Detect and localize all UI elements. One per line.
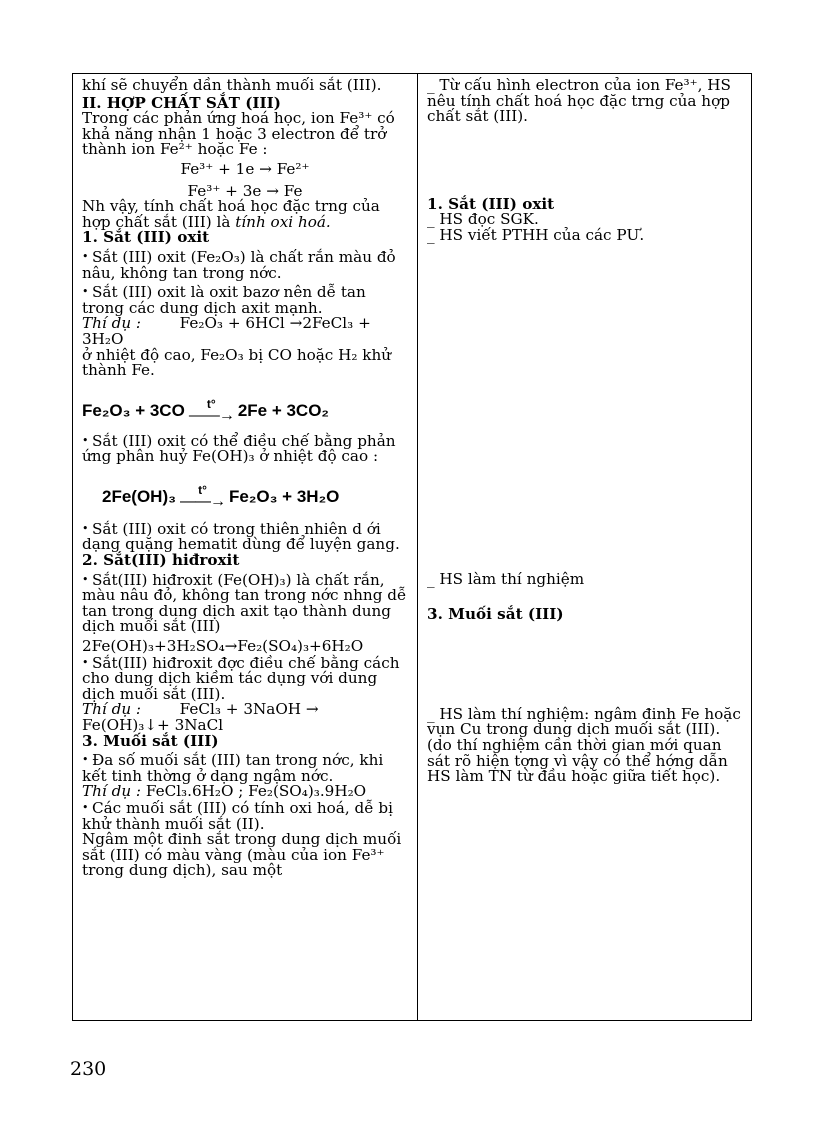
bullet-oxide-3: • Sắt (III) oxit có thể điều chế bằng phản ứng phân huỷ Fe(OH)₃ ở nhiệt độ cao :: [82, 433, 408, 465]
bullet-hydroxide-1: • Sắt(III) hiđroxit (Fe(OH)₃) là chất rắn, màu nâu đỏ, không tan trong nớc nhng dễ tan trong dung dịch axit tạo thành dung dịch muối sắt (III): [82, 572, 408, 635]
example-label: Thí dụ :: [82, 314, 142, 333]
equation-decomposition: [102, 479, 408, 515]
subheading-oxide: 1. Sắt (III) oxit: [82, 228, 210, 247]
activity-1: _ Từ cấu hình electron của ion Fe³⁺, HS nêu tính chất hoá học đặc trng của hợp chất sắt (III).: [427, 76, 731, 126]
heat-label: t°: [198, 482, 207, 497]
heat-label: t°: [206, 396, 216, 411]
arrow-icon: ——→: [188, 406, 234, 424]
example-equation: Fe₂O₃ + 6HCl →2FeCl₃ + 3H₂O: [82, 314, 371, 348]
equation-left: Fe₂O₃ + 3CO: [82, 400, 185, 420]
bullet-salts-1: • Đa số muối sắt (III) tan trong nớc, khi kết tinh thờng ở dạng ngậm nớc.: [82, 752, 408, 784]
activity-6: (do thí nghiệm cần thời gian mới quan sát rõ hiện tợng vì vậy có thể hớng dẫn HS làm TN từ đầu hoặc giữa tiết học).: [427, 735, 728, 786]
bullet-oxide-2: • Sắt (III) oxit là oxit bazơ nên dễ tan trong các dung dịch axit mạnh.: [82, 284, 408, 316]
reaction-2: Fe³⁺ + 3e → Fe: [187, 181, 303, 200]
equation-right: 2Fe + 3CO₂: [237, 400, 329, 420]
equation-reduction: [82, 393, 408, 429]
section-heading: II. HỢP CHẤT SẮT (III): [82, 93, 281, 112]
heat-arrow: [179, 482, 225, 510]
left-column: [82, 78, 408, 879]
bullet-oxide-4: • Sắt (III) oxit có trong thiên nhiên d ới dạng quặng hematit dùng để luyện gang.: [82, 521, 408, 553]
bullet-oxide-1: • Sắt (III) oxit (Fe₂O₃) là chất rắn màu đỏ nâu, không tan trong nớc.: [82, 249, 408, 281]
activity-3: _ HS viết PTHH của các PƯ.: [427, 225, 645, 244]
reaction-1: Fe³⁺ + 1e → Fe²⁺: [180, 159, 310, 178]
conclusion-paragraph: [82, 199, 408, 230]
intro-paragraph: Trong các phản ứng hoá học, ion Fe³⁺ có khả năng nhận 1 hoặc 3 electron để trở thành ion Fe²⁺ hoặc Fe :: [82, 109, 395, 159]
activity-heading-oxide: 1. Sắt (III) oxit: [427, 194, 555, 213]
subheading-hydroxide: 2. Sắt(III) hiđroxit: [82, 551, 240, 570]
intro-text: khí sẽ chuyển dần thành muối sắt (III).: [82, 76, 382, 94]
content-table: [72, 73, 752, 1021]
equation-left: 2Fe(OH)₃: [102, 487, 176, 507]
conclusion-emphasis: tính oxi hoá.: [235, 212, 331, 231]
subheading-salts: 3. Muối sắt (III): [82, 731, 219, 750]
example-equation: FeCl₃ + 3NaOH → Fe(OH)₃↓+ 3NaCl: [82, 700, 319, 734]
activity-heading-salts: 3. Muối sắt (III): [427, 605, 564, 624]
example-2: [82, 702, 408, 733]
bullet-hydroxide-2: • Sắt(III) hiđroxit đợc điều chế bằng cách cho dung dịch kiềm tác dụng với dung dịch muối sắt (III).: [82, 655, 408, 703]
equation-sulfate: 2Fe(OH)₃+3H₂SO₄→Fe₂(SO₄)₃+6H₂O: [82, 637, 364, 656]
example-3: [82, 784, 408, 800]
bullet-salts-2: • Các muối sắt (III) có tính oxi hoá, dễ bị khử thành muối sắt (II).: [82, 800, 408, 832]
column-divider: [417, 74, 418, 1020]
example-label: Thí dụ :: [82, 782, 142, 801]
activity-2: _ HS đọc SGK.: [427, 210, 539, 229]
reduction-text: ở nhiệt độ cao, Fe₂O₃ bị CO hoặc H₂ khử thành Fe.: [82, 345, 392, 380]
equation-right: Fe₂O₃ + 3H₂O: [228, 487, 340, 507]
page-number: 230: [70, 1058, 107, 1080]
activity-5: _ HS làm thí nghiệm: ngâm đinh Fe hoặc vụn Cu trong dung dịch muối sắt (III).: [427, 704, 741, 739]
heat-arrow: [188, 396, 234, 424]
activity-4: _ HS làm thí nghiệm: [427, 569, 585, 588]
right-column: [427, 78, 745, 785]
salts-paragraph: Ngâm một đinh sắt trong dung dịch muối sắt (III) có màu vàng (màu của ion Fe³⁺ trong dung dịch), sau một: [82, 830, 402, 880]
example-label: Thí dụ :: [82, 700, 142, 719]
arrow-icon: ——→: [179, 492, 225, 510]
conclusion-text: Nh vậy, tính chất hoá học đặc trng của hợp chất sắt (III) là: [82, 197, 380, 231]
example-1: [82, 316, 408, 347]
example-equation: FeCl₃.6H₂O ; Fe₂(SO₄)₃.9H₂O: [145, 782, 367, 801]
